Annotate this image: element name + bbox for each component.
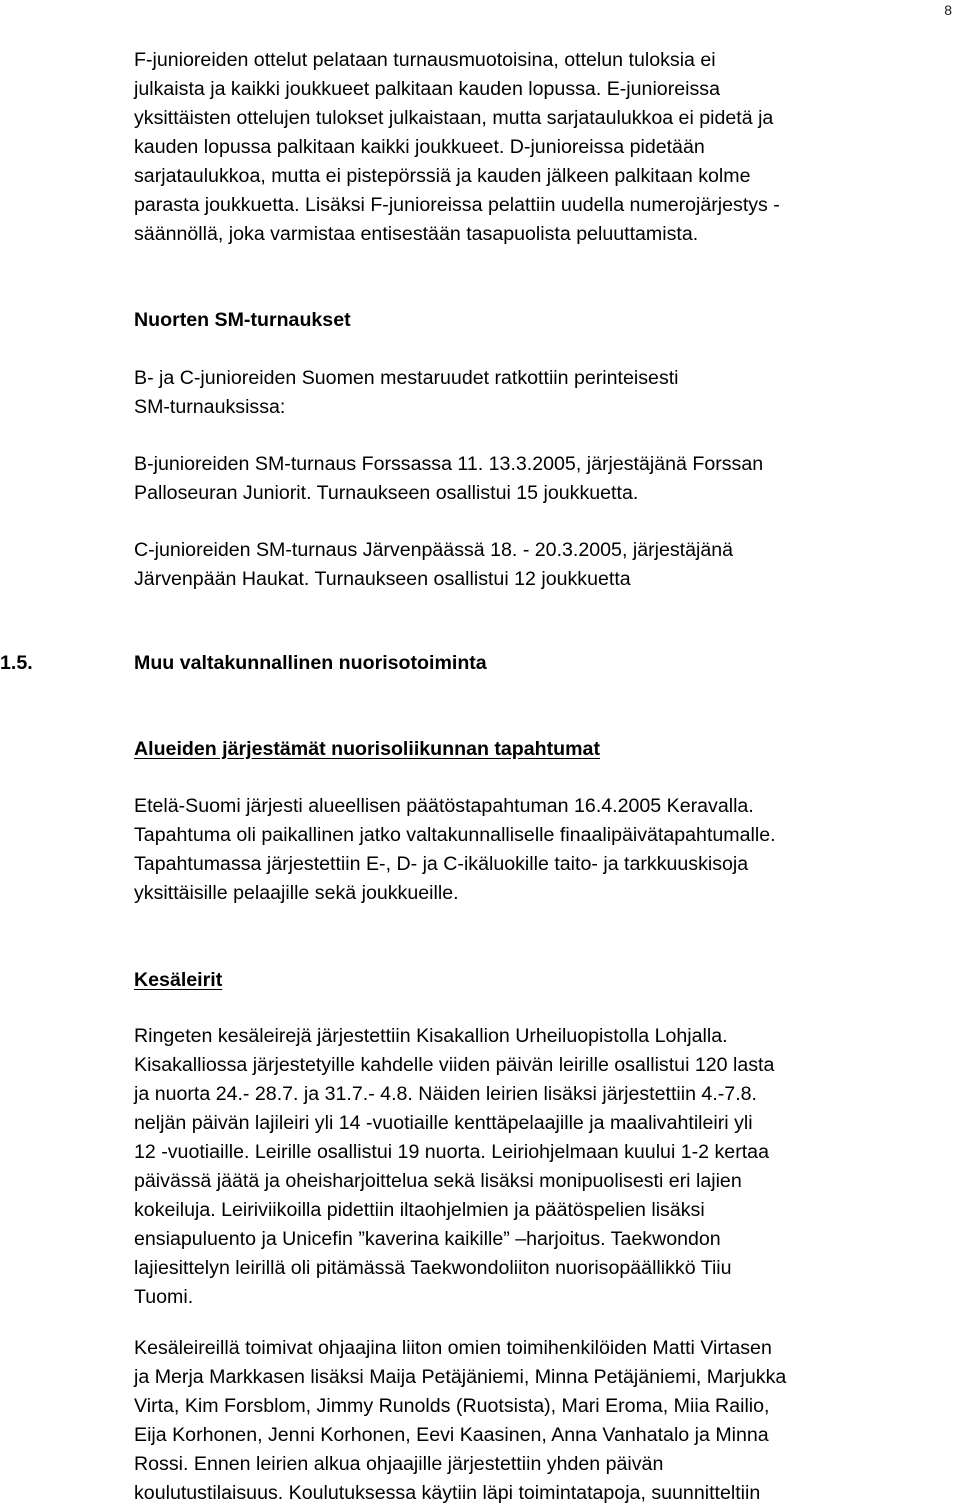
text-line: Kesäleireillä toimivat ohjaajina liiton omien toimihenkilöiden Matti Virtasen <box>134 1337 772 1359</box>
text-line: F-junioreiden ottelut pelataan turnausmuotoisina, ottelun tuloksia ei <box>134 49 716 71</box>
text-line: kauden lopussa palkitaan kaikki joukkueet. D-junioreissa pidetään <box>134 136 705 158</box>
text-line: ensiapuluento ja Unicefin ”kaverina kaikille” –harjoitus. Taekwondon <box>134 1228 721 1250</box>
b-juniors-paragraph <box>134 450 954 508</box>
text-line: julkaista ja kaikki joukkueet palkitaan kauden lopussa. E-junioreissa <box>134 78 720 100</box>
text-line: Rossi. Ennen leirien alkua ohjaajille järjestettiin yhden päivän <box>134 1453 664 1475</box>
sm-heading: Nuorten SM-turnaukset <box>134 309 351 331</box>
text-line: Eija Korhonen, Jenni Korhonen, Eevi Kaasinen, Anna Vanhatalo ja Minna <box>134 1424 769 1446</box>
c-juniors-paragraph <box>134 536 954 594</box>
summer-camps-heading: Kesäleirit <box>134 969 223 991</box>
intro-paragraph <box>134 46 954 249</box>
text-line: B- ja C-junioreiden Suomen mestaruudet ratkottiin perinteisesti <box>134 367 679 389</box>
text-line: Tapahtuma oli paikallinen jatko valtakunnalliselle finaalipäivätapahtumalle. <box>134 824 776 846</box>
text-line: ja nuorta 24.- 28.7. ja 31.7.- 4.8. Näiden leirien lisäksi järjestettiin 4.-7.8. <box>134 1083 757 1105</box>
text-line: päivässä jäätä ja oheisharjoittelua sekä lisäksi monipuolisesti eri lajien <box>134 1170 742 1192</box>
text-line: kokeiluja. Leiriviikoilla pidettiin iltaohjelmien ja päätöspelien lisäksi <box>134 1199 705 1221</box>
text-line: Tuomi. <box>134 1286 194 1308</box>
text-line: C-junioreiden SM-turnaus Järvenpäässä 18. - 20.3.2005, järjestäjänä <box>134 539 734 561</box>
text-line: ja Merja Markkasen lisäksi Maija Petäjäniemi, Minna Petäjäniemi, Marjukka <box>134 1366 787 1388</box>
text-line: säännöllä, joka varmistaa entisestään tasapuolista peluuttamista. <box>134 223 699 245</box>
sm-intro-paragraph <box>134 364 954 422</box>
text-line: Järvenpään Haukat. Turnaukseen osallistui 12 joukkuetta <box>134 568 631 590</box>
text-line: Etelä-Suomi järjesti alueellisen päätöstapahtuman 16.4.2005 Keravalla. <box>134 795 754 817</box>
text-line: Palloseuran Juniorit. Turnaukseen osallistui 15 joukkuetta. <box>134 482 639 504</box>
text-line: 12 -vuotiaille. Leirille osallistui 19 nuorta. Leiriohjelmaan kuului 1-2 kertaa <box>134 1141 769 1163</box>
regional-paragraph <box>134 792 954 908</box>
summer-camps-paragraph <box>134 1022 954 1312</box>
section-title: Muu valtakunnallinen nuorisotoiminta <box>134 652 487 674</box>
text-line: SM-turnauksissa: <box>134 396 286 418</box>
text-line: parasta joukkuetta. Lisäksi F-junioreissa pelattiin uudella numerojärjestys - <box>134 194 780 216</box>
text-line: Ringeten kesäleirejä järjestettiin Kisakallion Urheiluopistolla Lohjalla. <box>134 1025 728 1047</box>
page-number: 8 <box>944 2 952 18</box>
text-line: yksittäisille pelaajille sekä joukkueille. <box>134 882 459 904</box>
text-line: Tapahtumassa järjestettiin E-, D- ja C-ikäluokille taito- ja tarkkuuskisoja <box>134 853 749 875</box>
instructors-paragraph <box>134 1334 954 1508</box>
text-line: koulutustilaisuus. Koulutuksessa käytiin läpi toimintatapoja, suunnitteltiin <box>134 1482 761 1504</box>
text-line: sarjataulukkoa, mutta ei pistepörssiä ja kauden jälkeen palkitaan kolme <box>134 165 751 187</box>
text-line: yksittäisten ottelujen tulokset julkaistaan, mutta sarjataulukkoa ei pidetä ja <box>134 107 774 129</box>
regional-heading: Alueiden järjestämät nuorisoliikunnan tapahtumat <box>134 738 600 760</box>
section-number: 1.5. <box>0 652 33 674</box>
text-line: Kisakalliossa järjestetyille kahdelle viiden päivän leirille osallistui 120 lasta <box>134 1054 775 1076</box>
text-line: neljän päivän lajileiri yli 14 -vuotiaille kenttäpelaajille ja maalivahtileiri yli <box>134 1112 753 1134</box>
text-line: Virta, Kim Forsblom, Jimmy Runolds (Ruotsista), Mari Eroma, Miia Railio, <box>134 1395 770 1417</box>
text-line: B-junioreiden SM-turnaus Forssassa 11. 13.3.2005, järjestäjänä Forssan <box>134 453 764 475</box>
text-line: lajiesittelyn leirillä oli pitämässä Taekwondoliiton nuorisopäällikkö Tiiu <box>134 1257 732 1279</box>
